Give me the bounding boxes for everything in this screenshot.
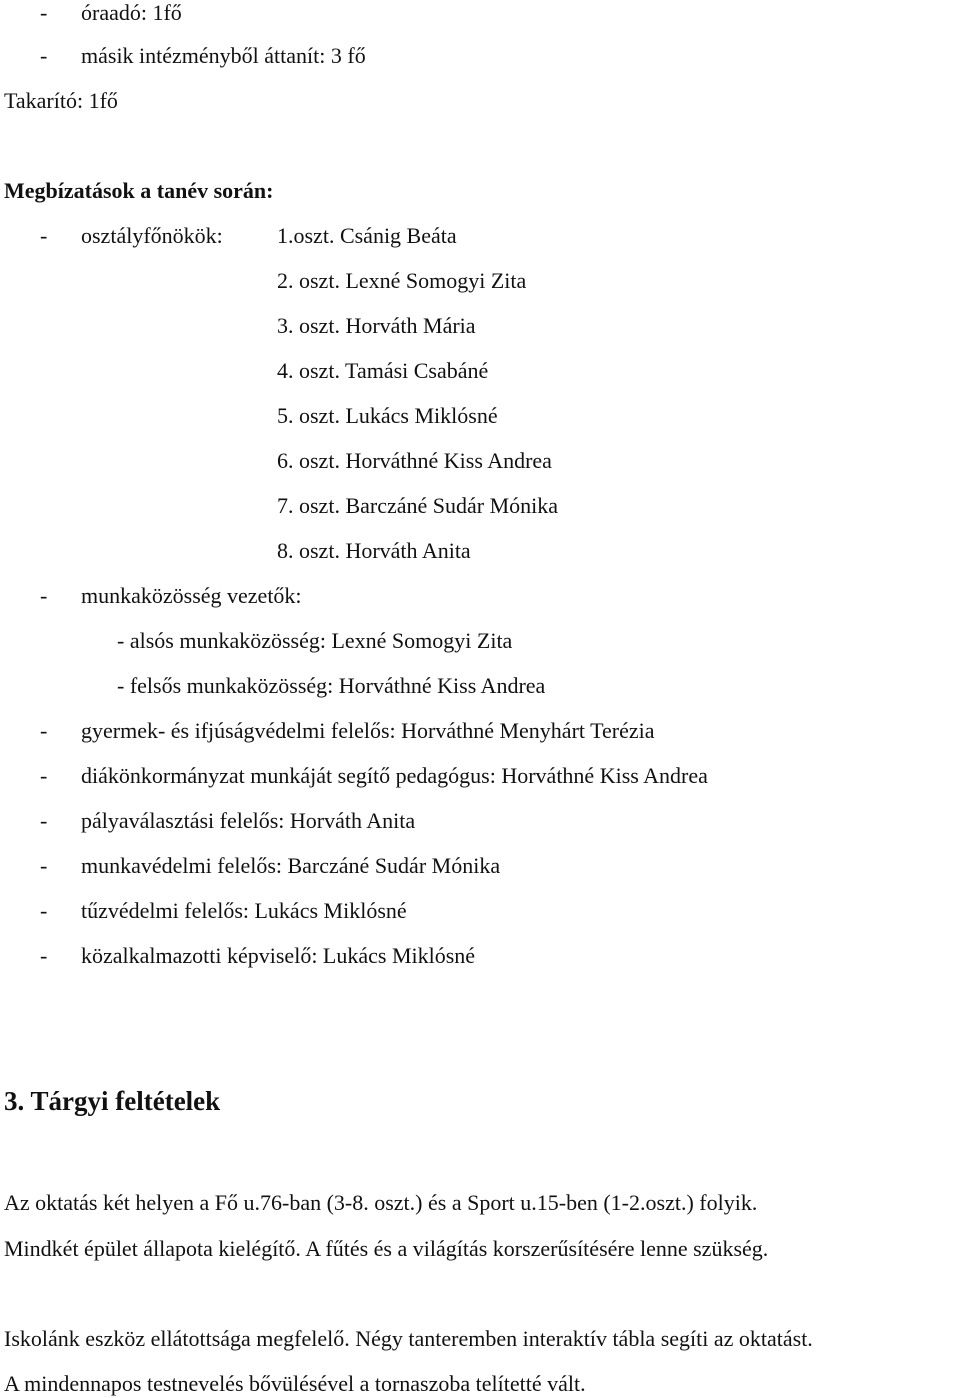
list-dash: - [40, 898, 48, 923]
class-head-item: 4. oszt. Tamási Csabáné [277, 358, 489, 383]
list-dash: - [40, 223, 48, 248]
list-dash: - [40, 853, 48, 878]
paragraph-line: Mindkét épület állapota kielégítő. A fűtés és a világítás korszerűsítésére lenne szükség. [4, 1236, 769, 1261]
class-head-item: 3. oszt. Horváth Mária [277, 313, 476, 338]
role-item: diákönkormányzat munkáját segítő pedagógus: Horváthné Kiss Andrea [81, 763, 708, 788]
role-item: pályaválasztási felelős: Horváth Anita [81, 808, 416, 833]
list-dash: - [40, 808, 48, 833]
section-title: 3. Tárgyi feltételek [4, 1086, 221, 1116]
role-item: munkavédelmi felelős: Barczáné Sudár Mónika [81, 853, 501, 878]
role-item: gyermek- és ifjúságvédelmi felelős: Horváthné Menyhárt Terézia [81, 718, 655, 743]
paragraph-line: A mindennapos testnevelés bővülésével a tornaszoba telítetté vált. [4, 1371, 586, 1396]
list-dash: - [40, 43, 48, 68]
list-dash: - [40, 718, 48, 743]
list-dash: - [40, 763, 48, 788]
work-community-item: - felsős munkaközösség: Horváthné Kiss Andrea [117, 673, 546, 698]
class-head-item: 8. oszt. Horváth Anita [277, 538, 471, 563]
list-item-text: óraadó: 1fő [81, 0, 182, 25]
role-item: tűzvédelmi felelős: Lukács Miklósné [81, 898, 407, 923]
class-head-item: 7. oszt. Barczáné Sudár Mónika [277, 493, 559, 518]
work-community-item: - alsós munkaközösség: Lexné Somogyi Zita [117, 628, 513, 653]
class-head-item: 6. oszt. Horváthné Kiss Andrea [277, 448, 552, 473]
work-community-label: munkaközösség vezetők: [81, 583, 302, 608]
assignments-heading: Megbízatások a tanév során: [4, 178, 274, 203]
list-dash: - [40, 0, 48, 25]
list-dash: - [40, 943, 48, 968]
cleaner-line: Takarító: 1fő [4, 88, 118, 113]
class-heads-label: osztályfőnökök: [81, 223, 223, 248]
class-head-item: 1.oszt. Csánig Beáta [277, 223, 457, 248]
class-head-item: 5. oszt. Lukács Miklósné [277, 403, 498, 428]
paragraph-line: Iskolánk eszköz ellátottsága megfelelő. Négy tanteremben interaktív tábla segíti az oktatást. [4, 1326, 813, 1351]
list-dash: - [40, 583, 48, 608]
role-item: közalkalmazotti képviselő: Lukács Miklósné [81, 943, 476, 968]
paragraph-line: Az oktatás két helyen a Fő u.76-ban (3-8. oszt.) és a Sport u.15-ben (1-2.oszt.) folyik. [4, 1190, 758, 1215]
class-head-item: 2. oszt. Lexné Somogyi Zita [277, 268, 527, 293]
list-item-text: másik intézményből áttanít: 3 fő [81, 43, 366, 68]
